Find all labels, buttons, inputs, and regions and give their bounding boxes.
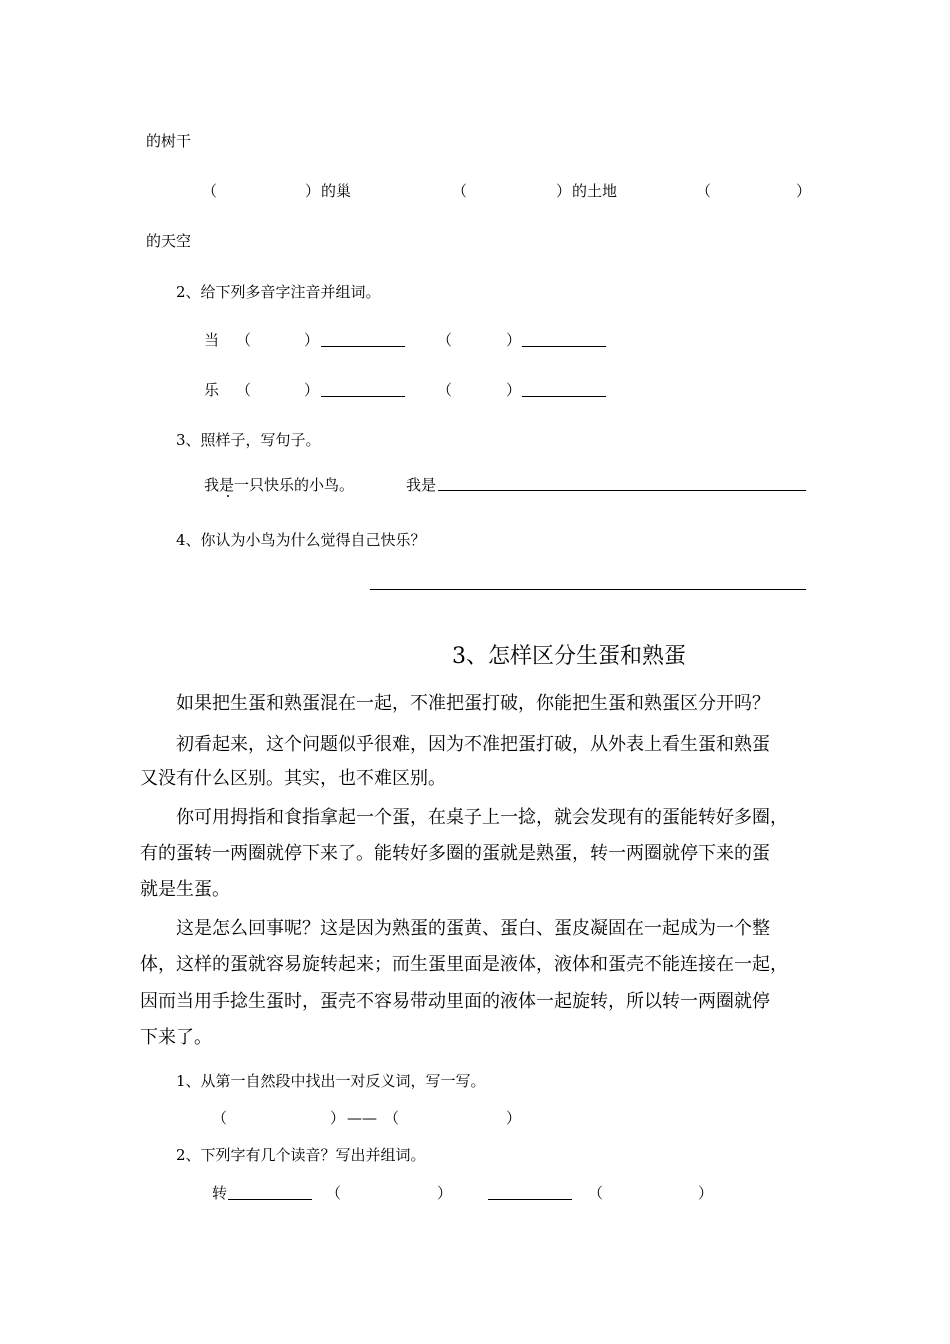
question-2-prompt: 2、给下列多音字注音并组词。 [176,283,381,301]
blank-open-paren: （ [696,182,712,200]
paragraph-line: 就是生蛋。 [140,879,230,900]
blank-open-paren: （ [452,182,468,200]
polyphone-char: 转 [212,1184,228,1202]
question-3-prompt: 3、照样子，写句子。 [176,431,321,449]
pinyin-close-paren: ） [506,381,522,399]
answer-line[interactable] [438,490,806,491]
polyphone-char: 乐 [204,381,220,399]
paragraph-line: 体，这样的蛋就容易旋转起来；而生蛋里面是液体，液体和蛋壳不能连接在一起， [140,954,788,975]
answer-line[interactable] [522,346,606,347]
pinyin-open-paren: （ [588,1184,604,1202]
pinyin-close-paren: ） [698,1184,714,1202]
text-line: 的树干 [146,132,192,150]
text-line: 的天空 [146,232,192,250]
answer-line[interactable] [488,1199,572,1200]
paragraph-line: 下来了。 [140,1027,212,1048]
sentence-start: 我是 [406,476,437,494]
emphasis-dot [227,495,229,497]
paragraph-line: 因而当用手捻生蛋时，蛋壳不容易带动里面的液体一起旋转，所以转一两圈就停 [140,991,770,1012]
blank-suffix: 的土地 [572,182,618,200]
pinyin-close-paren: ） [304,381,320,399]
blank-suffix: 的巢 [321,182,352,200]
polyphone-char: 当 [204,331,220,349]
paragraph-line: 有的蛋转一两圈就停下来了。能转好多圈的蛋就是熟蛋，转一两圈就停下来的蛋 [140,843,770,864]
example-sentence: 我是一只快乐的小鸟。 [204,476,355,494]
article-question-1-prompt: 1、从第一自然段中找出一对反义词，写一写。 [176,1072,486,1090]
blank-close-paren: ） [556,182,572,200]
blank-open-paren: （ [202,182,218,200]
pinyin-close-paren: ） [437,1184,453,1202]
dash-separator: —— [347,1109,377,1127]
blank-open-paren: （ [384,1109,400,1127]
paragraph-line: 这是怎么回事呢？这是因为熟蛋的蛋黄、蛋白、蛋皮凝固在一起成为一个整 [176,918,770,939]
blank-close-paren: ） [796,182,812,200]
answer-line[interactable] [321,346,405,347]
answer-line[interactable] [321,396,405,397]
pinyin-close-paren: ） [304,331,320,349]
blank-close-paren: ） [330,1109,346,1127]
answer-line[interactable] [370,589,806,590]
pinyin-open-paren: （ [437,331,453,349]
paragraph-line: 你可用拇指和食指拿起一个蛋，在桌子上一捻，就会发现有的蛋能转好多圈， [176,807,788,828]
pinyin-open-paren: （ [236,381,252,399]
pinyin-open-paren: （ [236,331,252,349]
answer-line[interactable] [522,396,606,397]
answer-line[interactable] [228,1199,312,1200]
blank-close-paren: ） [305,182,321,200]
pinyin-open-paren: （ [437,381,453,399]
blank-close-paren: ） [506,1109,522,1127]
article-question-2-prompt: 2、下列字有几个读音？写出并组词。 [176,1146,426,1164]
paragraph-line: 初看起来，这个问题似乎很难，因为不准把蛋打破，从外表上看生蛋和熟蛋 [176,734,770,755]
pinyin-close-paren: ） [506,331,522,349]
article-title: 3、怎样区分生蛋和熟蛋 [452,644,686,669]
paragraph-line: 又没有什么区别。其实，也不难区别。 [140,768,446,789]
question-4-prompt: 4、你认为小鸟为什么觉得自己快乐？ [176,531,426,549]
pinyin-open-paren: （ [326,1184,342,1202]
blank-open-paren: （ [212,1109,228,1127]
paragraph-line: 如果把生蛋和熟蛋混在一起，不准把蛋打破，你能把生蛋和熟蛋区分开吗？ [176,693,770,714]
